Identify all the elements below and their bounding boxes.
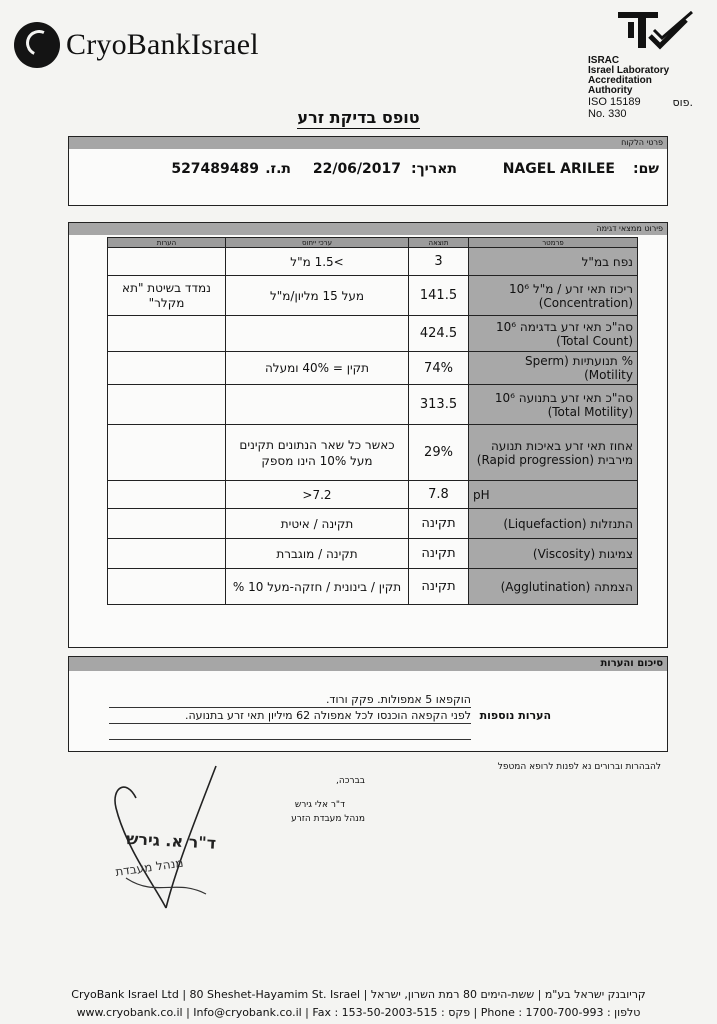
- param-cell: התנזלות (Liquefaction): [469, 509, 638, 539]
- note-cell: [108, 509, 226, 539]
- ref-cell: [226, 385, 409, 425]
- ref-cell: תקינה / איטית: [226, 509, 409, 539]
- extra-notes-label: הערות נוספות: [479, 709, 551, 722]
- signer-role: מנהל מעבדת הזרע: [291, 814, 365, 824]
- summary-line-3: [109, 725, 471, 740]
- header-value: תוצאה: [409, 238, 469, 248]
- param-cell: צמיגות (Viscosity): [469, 539, 638, 569]
- table-row: [108, 569, 638, 605]
- param-cell: סה"כ תאי זרע בדגימה 10⁶ (Total Count): [469, 316, 638, 352]
- ref-cell: תקין = 40% ומעלה: [226, 352, 409, 385]
- customer-details-box: [68, 136, 668, 206]
- param-cell: pH: [469, 481, 638, 509]
- header-param: פרמטר: [469, 238, 638, 248]
- table-row: [108, 248, 638, 276]
- cryobank-logo-icon: [14, 22, 60, 68]
- ref-cell: תקינה / מוגברת: [226, 539, 409, 569]
- value-cell: 7.8: [409, 481, 469, 509]
- value-cell: 141.5: [409, 276, 469, 316]
- note-cell: נמדד בשיטת "תא מקלר": [108, 276, 226, 316]
- header-ref: ערכי ייחוס: [226, 238, 409, 248]
- value-cell: 3: [409, 248, 469, 276]
- results-box: [68, 222, 668, 648]
- test-date: 22/06/2017: [312, 161, 401, 177]
- signature-stamp-image: [96, 758, 266, 928]
- logo-text: CryoBankIsrael: [66, 28, 259, 61]
- param-cell: אחוז תאי זרע באיכות תנועה מירבית (Rapid progression): [469, 425, 638, 481]
- note-cell: [108, 539, 226, 569]
- israc-line: Israel Laboratory: [588, 65, 670, 76]
- table-row: [108, 509, 638, 539]
- israc-line: Authority: [588, 85, 633, 96]
- name-label: שם:: [633, 161, 659, 177]
- table-row: [108, 539, 638, 569]
- table-row: [108, 481, 638, 509]
- value-cell: 424.5: [409, 316, 469, 352]
- svg-text:ד"ר א. גירש: ד"ר א. גירש: [125, 829, 217, 853]
- ref-cell: מעל 15 מליון/מ"ל: [226, 276, 409, 316]
- note-cell: [108, 316, 226, 352]
- table-row: [108, 276, 638, 316]
- note-cell: [108, 569, 226, 605]
- header-note: הערות: [108, 238, 226, 248]
- results-table: [107, 237, 638, 605]
- param-cell: נפח במ"ל: [469, 248, 638, 276]
- israc-number: No. 330: [588, 108, 627, 120]
- ref-cell: תקין / בינונית / חזקה-מעל 10 %: [226, 569, 409, 605]
- date-label: תאריך:: [411, 161, 457, 177]
- customer-bar: פרטי הלקוח: [69, 137, 667, 149]
- summary-line-2: לפני הקפאה הוכנסו לכל אמפולה 62 מיליון תאי זרע בתנועה.: [109, 709, 471, 724]
- ref-cell: >1.5 מ"ל: [226, 248, 409, 276]
- param-cell: סה"כ תאי זרע בתנועה 10⁶ (Total Motility): [469, 385, 638, 425]
- value-cell: 313.5: [409, 385, 469, 425]
- ref-cell: כאשר כל שאר הנתונים תקינים מעל 10% הינו מספק: [226, 425, 409, 481]
- israc-accreditation-seal: [588, 8, 708, 120]
- customer-name: NAGEL ARILEE: [502, 161, 615, 177]
- value-cell: 74%: [409, 352, 469, 385]
- page-title-text: טופס בדיקת זרע: [297, 108, 420, 127]
- note-cell: [108, 385, 226, 425]
- ref-cell: [226, 316, 409, 352]
- footer-address: CryoBank Israel Ltd | 80 Sheshet-Hayamim St. Israel | קריובנק ישראל בע"מ | ששת-הימים 80 רמת השרון, ישראל: [71, 988, 646, 1001]
- svg-text:מנהל מעבדת: מנהל מעבדת: [114, 855, 185, 879]
- param-cell: ריכוז תאי זרע / מ"ל 10⁶ (Concentration): [469, 276, 638, 316]
- greeting: בברכה,: [336, 776, 365, 786]
- id-number: 527489489: [171, 161, 259, 177]
- summary-line-1: הוקפאו 5 אמפולות. פקק ורוד.: [109, 693, 471, 708]
- note-cell: [108, 248, 226, 276]
- israc-line: Accreditation: [588, 75, 652, 86]
- table-row: [108, 425, 638, 481]
- israc-iso: ISO 15189: [588, 96, 641, 108]
- contact-note: להבהרות וברורים נא לפנות לרופא המטפל: [497, 762, 661, 772]
- results-bar: פירוט ממצאי דגימה: [69, 223, 667, 235]
- value-cell: תקינה: [409, 539, 469, 569]
- value-cell: תקינה: [409, 569, 469, 605]
- signer-name: ד"ר אלי גירש: [294, 800, 345, 810]
- results-header-row: [108, 238, 638, 248]
- value-cell: תקינה: [409, 509, 469, 539]
- value-cell: 29%: [409, 425, 469, 481]
- summary-bar: סיכום והערות: [69, 657, 667, 671]
- summary-box: [68, 656, 668, 752]
- table-row: [108, 316, 638, 352]
- note-cell: [108, 352, 226, 385]
- page-title: [0, 108, 717, 127]
- israc-name: ISRAC: [588, 55, 620, 66]
- param-cell: הצמתה (Agglutination): [469, 569, 638, 605]
- israc-logo-icon: [588, 8, 698, 52]
- note-cell: [108, 481, 226, 509]
- ref-cell: 7.2<: [226, 481, 409, 509]
- table-row: [108, 385, 638, 425]
- note-cell: [108, 425, 226, 481]
- param-cell: % תנועתיות (Sperm Motility): [469, 352, 638, 385]
- cryobank-logo: [14, 22, 259, 68]
- pos-label: פוס.: [672, 96, 693, 109]
- id-label: ת.ז.: [265, 161, 291, 177]
- footer-contact: www.cryobank.co.il | Info@cryobank.co.il | Fax : 153-50-2003-515 : פקס | Phone : 1700-700-993 : טלפון: [76, 1006, 641, 1019]
- table-row: [108, 352, 638, 385]
